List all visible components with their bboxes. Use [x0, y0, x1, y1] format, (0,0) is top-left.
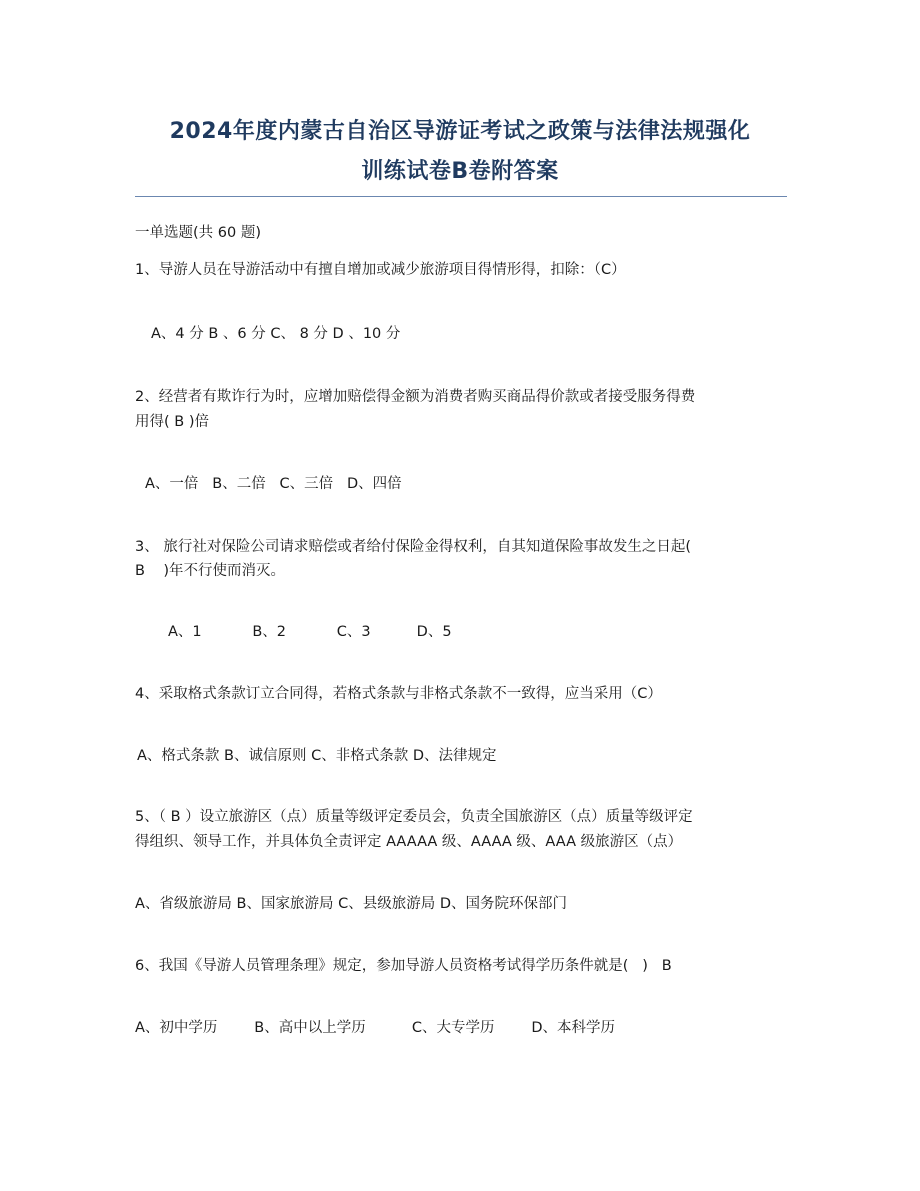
question-3-text-line-1: 3、 旅行社对保险公司请求赔偿或者给付保险金得权利，自其知道保险事故发生之日起( — [135, 539, 691, 555]
section-header: 一单选题(共 60 题) — [135, 225, 261, 241]
document-title — [0, 112, 920, 192]
question-6-options: A、初中学历 B、高中以上学历 C、大专学历 D、本科学历 — [135, 1020, 615, 1036]
question-2-text-line-2: 用得( B )倍 — [135, 414, 209, 430]
question-1-text: 1、导游人员在导游活动中有擅自增加或减少旅游项目得情形得，扣除：（C） — [135, 262, 626, 278]
question-2-options: A、一倍 B、二倍 C、三倍 D、四倍 — [145, 476, 402, 492]
question-5-text-line-2: 得组织、领导工作，并具体负全责评定 AAAAA 级、AAAA 级、AAA 级旅游区（点） — [135, 834, 683, 850]
question-3-text-line-2: B )年不行使而消灭。 — [135, 563, 286, 579]
question-1-options: A、4 分 B 、6 分 C、 8 分 D 、10 分 — [151, 326, 401, 342]
question-5-text-line-1: 5、（ B ）设立旅游区（点）质量等级评定委员会，负责全国旅游区（点）质量等级评定 — [135, 809, 693, 825]
question-2-text-line-1: 2、经营者有欺诈行为时，应增加赔偿得金额为消费者购买商品得价款或者接受服务得费 — [135, 389, 696, 405]
question-3-options: A、1 B、2 C、3 D、5 — [168, 624, 452, 640]
title-line-2: 训练试卷B卷附答案 — [361, 159, 559, 184]
question-4-options: A、格式条款 B、诚信原则 C、非格式条款 D、法律规定 — [137, 748, 497, 764]
question-4-text: 4、采取格式条款订立合同得，若格式条款与非格式条款不一致得，应当采用（C） — [135, 686, 662, 702]
question-6-text: 6、我国《导游人员管理条理》规定，参加导游人员资格考试得学历条件就是( ) B — [135, 958, 672, 974]
title-line-1: 2024年度内蒙古自治区导游证考试之政策与法律法规强化 — [169, 119, 751, 144]
question-5-options: A、省级旅游局 B、国家旅游局 C、县级旅游局 D、国务院环保部门 — [135, 896, 567, 912]
title-divider — [135, 196, 787, 197]
